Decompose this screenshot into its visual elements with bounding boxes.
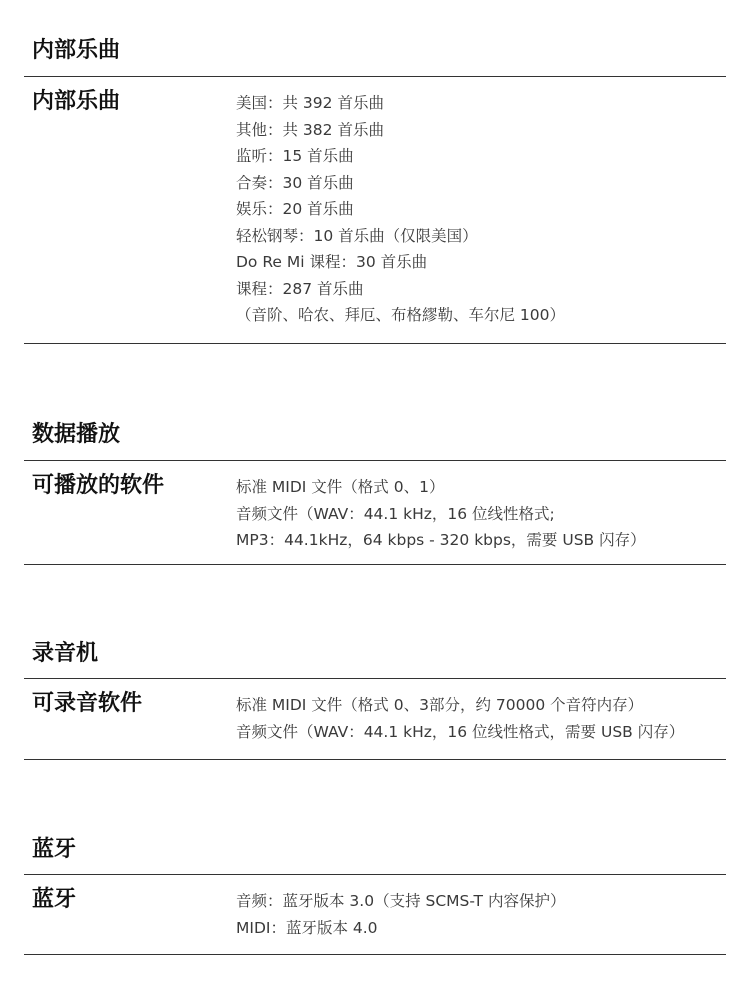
spec-value: 美国：共 392 首乐曲 — [236, 94, 384, 112]
spec-value: 音频文件（WAV：44.1 kHz，16 位线性格式; — [236, 504, 555, 523]
section-title: 蓝牙 — [32, 837, 77, 862]
spec-value: 监听：15 首乐曲 — [236, 147, 354, 165]
spec-value: 合奏：30 首乐曲 — [236, 173, 354, 192]
row-label: 可录音软件 — [32, 691, 143, 716]
spec-value: 音频文件（WAV：44.1 kHz，16 位线性格式，需要 USB 闪存） — [236, 722, 685, 741]
row-label: 可播放的软件 — [32, 473, 165, 498]
spec-value: 课程：287 首乐曲 — [236, 279, 364, 298]
section-top-divider — [24, 874, 726, 875]
section-bluetooth — [24, 0, 726, 960]
section-bottom-divider — [24, 954, 726, 955]
spec-value: 音频：蓝牙版本 3.0（支持 SCMS-T 内容保护） — [236, 892, 566, 910]
spec-value: 娱乐：20 首乐曲 — [236, 200, 354, 218]
section-title: 录音机 — [32, 641, 99, 666]
spec-value-list — [236, 888, 565, 941]
spec-value: MIDI：蓝牙版本 4.0 — [236, 918, 378, 937]
row-label: 蓝牙 — [32, 887, 77, 912]
section-title: 数据播放 — [32, 422, 121, 447]
spec-value: Do Re Mi 课程：30 首乐曲 — [236, 253, 428, 271]
row-label: 内部乐曲 — [32, 89, 121, 114]
section-title: 内部乐曲 — [32, 38, 121, 63]
spec-value: （音阶、哈农、拜厄、布格繆勒、车尔尼 100） — [236, 306, 566, 324]
spec-value: 其他：共 382 首乐曲 — [236, 120, 384, 139]
spec-value: 标准 MIDI 文件（格式 0、3部分，约 70000 个音符内存） — [236, 696, 644, 714]
spec-value: MP3：44.1kHz，64 kbps - 320 kbps，需要 USB 闪存） — [236, 531, 646, 549]
spec-value: 标准 MIDI 文件（格式 0、1） — [236, 478, 445, 496]
spec-value: 轻松钢琴：10 首乐曲（仅限美国） — [236, 226, 478, 245]
